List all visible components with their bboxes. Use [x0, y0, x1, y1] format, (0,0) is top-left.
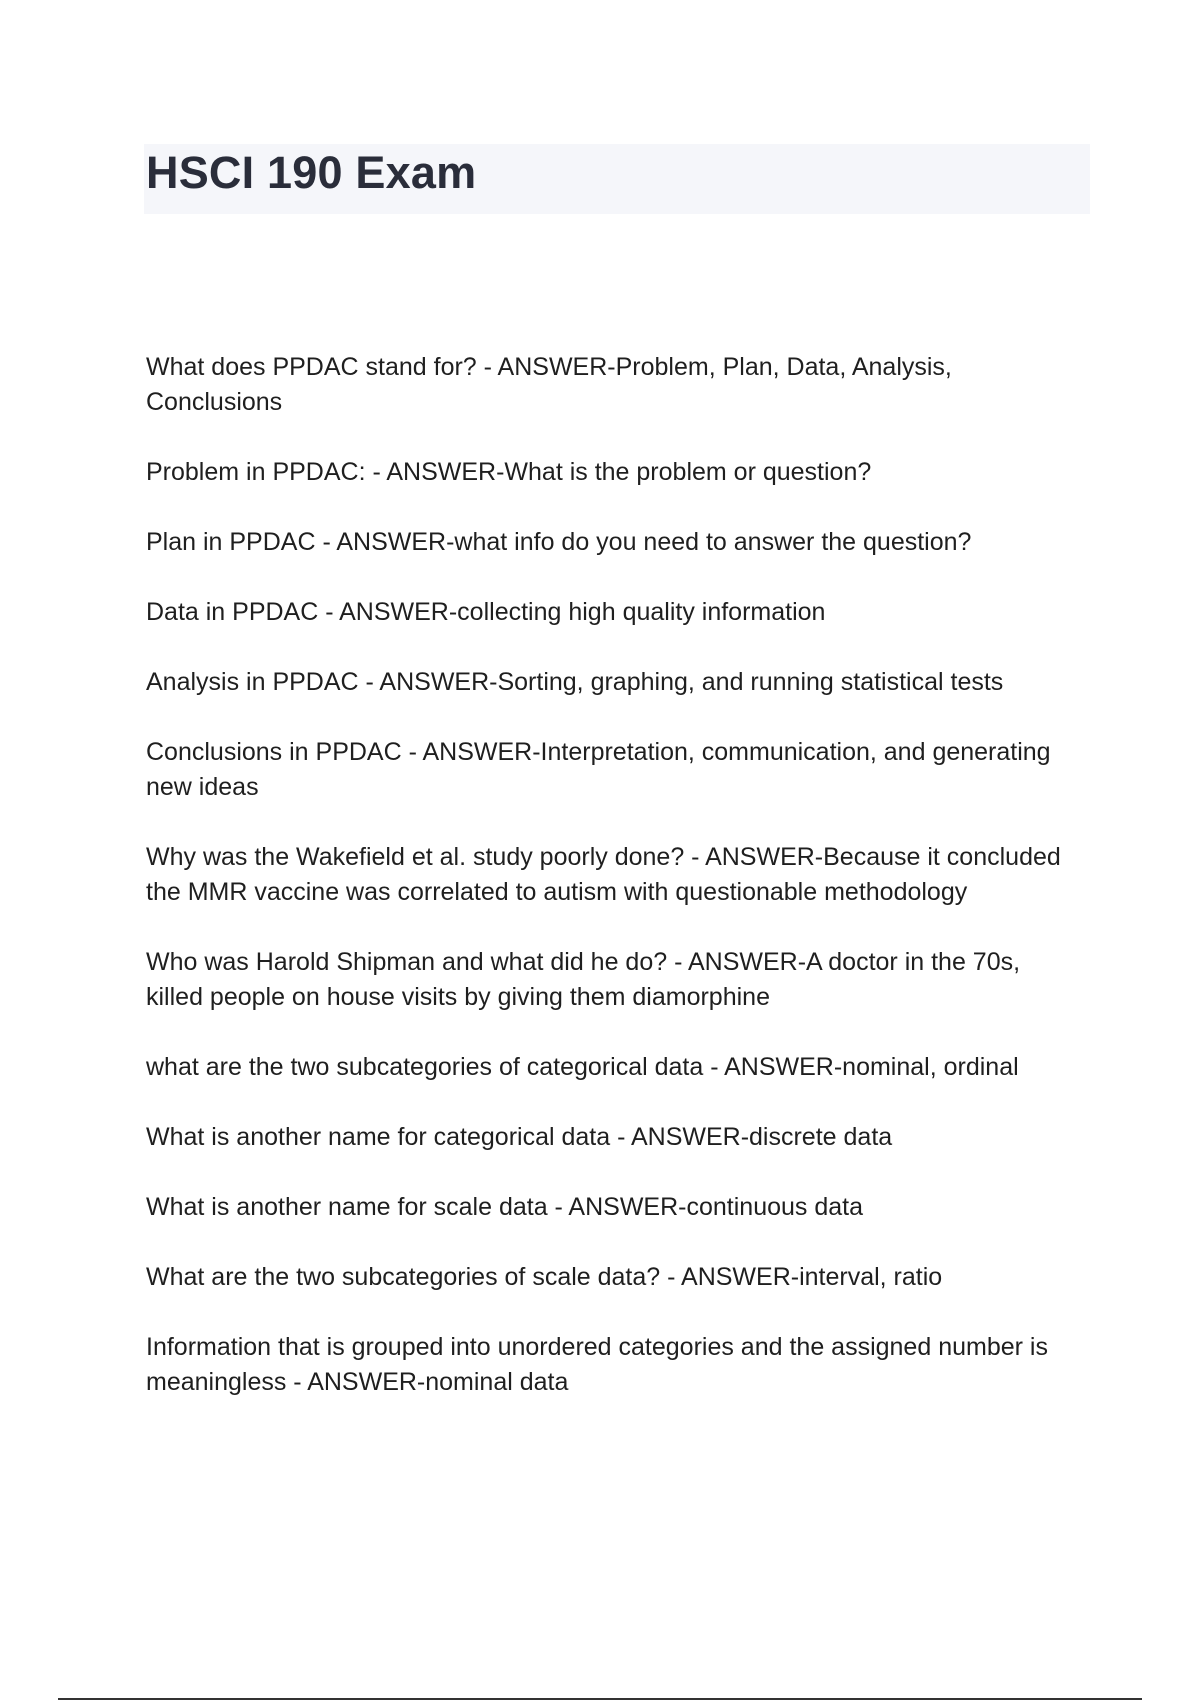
qa-item-categorical-subcategories: what are the two subcategories of categorical data - ANSWER-nominal, ordinal [146, 1053, 1019, 1081]
qa-item-problem: Problem in PPDAC: - ANSWER-What is the problem or question? [146, 458, 872, 486]
qa-item-nominal-definition: Information that is grouped into unordered categories and the assigned number is meaningless - ANSWER-nominal data [146, 1333, 1048, 1396]
qa-list [146, 350, 1076, 1435]
qa-item-data: Data in PPDAC - ANSWER-collecting high quality information [146, 598, 826, 626]
qa-item-plan: Plan in PPDAC - ANSWER-what info do you need to answer the question? [146, 528, 972, 556]
qa-item-scale-name: What is another name for scale data - ANSWER-continuous data [146, 1193, 864, 1221]
qa-item-scale-subcategories: What are the two subcategories of scale data? - ANSWER-interval, ratio [146, 1263, 943, 1291]
qa-item-wakefield: Why was the Wakefield et al. study poorly done? - ANSWER-Because it concluded the MMR vaccine was correlated to autism with questionable methodology [146, 843, 1061, 906]
qa-item-conclusions: Conclusions in PPDAC - ANSWER-Interpretation, communication, and generating new ideas [146, 738, 1051, 801]
qa-item-categorical-name: What is another name for categorical data - ANSWER-discrete data [146, 1123, 893, 1151]
qa-item-shipman: Who was Harold Shipman and what did he do? - ANSWER-A doctor in the 70s, killed people on house visits by giving them diamorphine [146, 948, 1021, 1011]
qa-item-analysis: Analysis in PPDAC - ANSWER-Sorting, graphing, and running statistical tests [146, 668, 1004, 696]
document-title: HSCI 190 Exam [146, 147, 477, 198]
qa-item-ppdac-meaning: What does PPDAC stand for? - ANSWER-Problem, Plan, Data, Analysis, Conclusions [146, 353, 952, 416]
